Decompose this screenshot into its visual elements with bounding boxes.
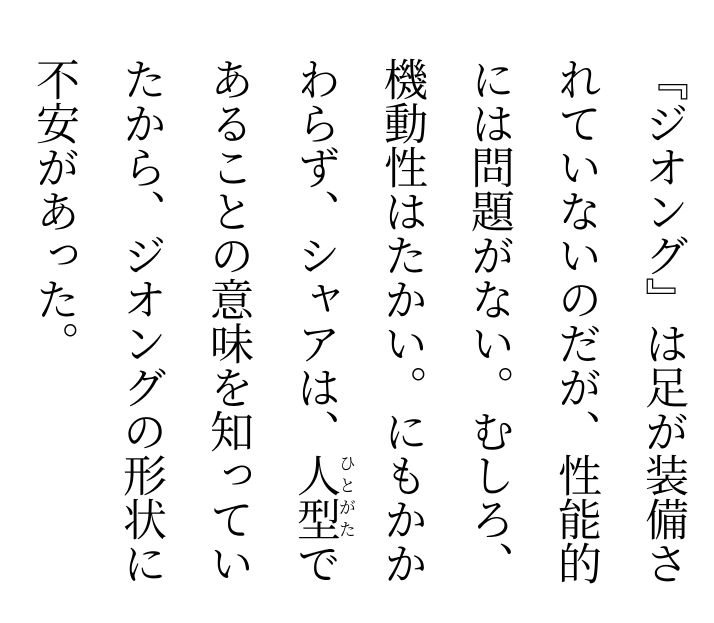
text-run: れていないのだが、性能的 [551,57,600,585]
text-line [184,57,271,591]
text-run: 機動性はたかい。にもかか [377,57,426,585]
text-line [358,57,445,591]
text-run: 『ジオング』は足が装備さ [638,57,687,585]
furigana: ひとがた [336,453,355,541]
text-line [532,57,619,591]
text-line [445,57,532,591]
text-run: わらず、シャアは、 [290,57,339,453]
vertical-text-block [10,57,706,591]
text-line [10,57,97,591]
text-line [97,57,184,591]
text-run: たから、ジオングの形状に [116,57,165,585]
text-run: で [290,541,339,585]
ruby-annotated-word: 人型ひとがた [290,453,355,541]
text-run: 不安があった。 [29,57,78,365]
text-run: には問題がない。むしろ、 [464,57,513,585]
text-line [619,57,706,591]
text-line [271,57,358,591]
text-run: あることの意味を知ってい [203,57,252,585]
